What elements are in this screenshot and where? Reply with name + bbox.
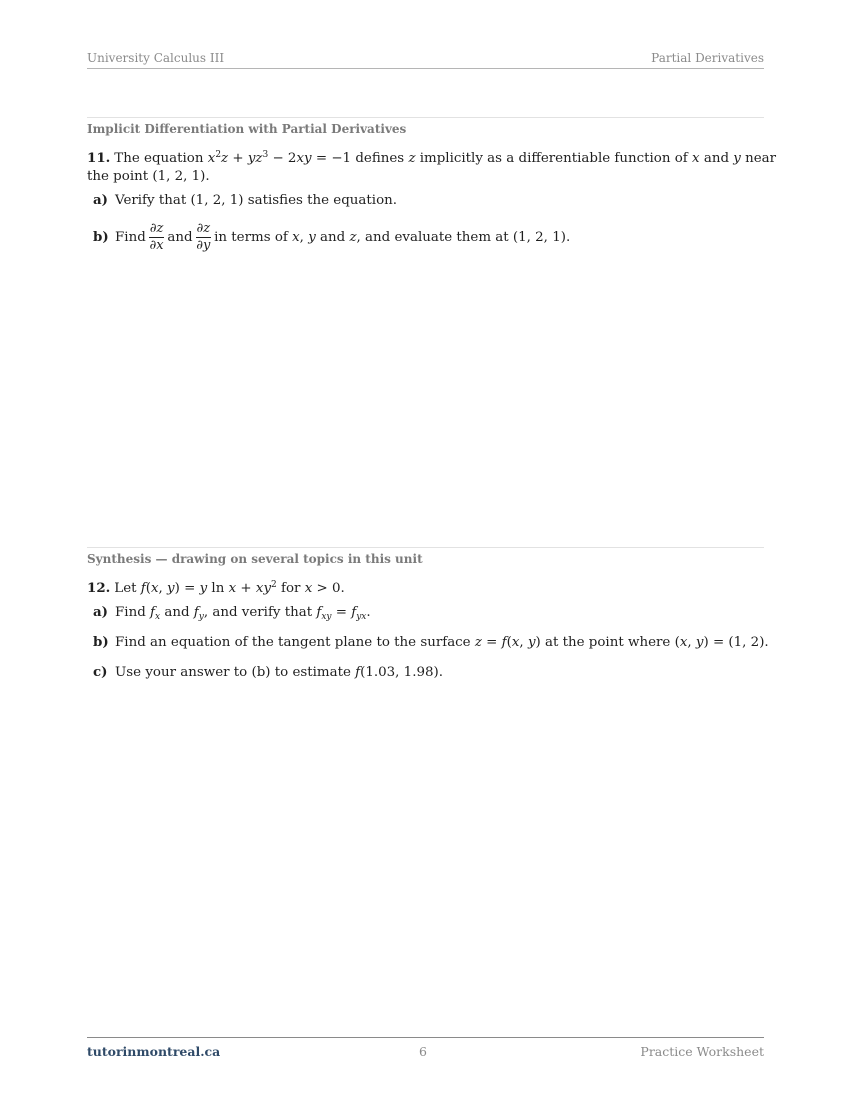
- section-title-synthesis: Synthesis — drawing on several topics in this unit: [87, 552, 423, 566]
- problem-11-stem-line2: the point (1, 2, 1).: [87, 169, 210, 184]
- part-label: c): [93, 664, 108, 680]
- part-label: a): [93, 604, 109, 620]
- page-number: 6: [419, 1044, 427, 1059]
- page-header: [87, 51, 764, 69]
- worksheet-label: Practice Worksheet: [640, 1044, 764, 1059]
- fraction-dz-dx: $\frac{\partial z}{\partial x}$: [149, 221, 164, 253]
- course-title: University Calculus III: [87, 51, 225, 65]
- topic-title: Partial Derivatives: [651, 51, 764, 65]
- problem-number: 12.: [87, 580, 111, 596]
- problem-11-part-a: [87, 191, 397, 210]
- problem-11-part-b: b) Find $\frac{\partial z}{\partial x}$ and $\frac{\partial z}{\partial y}$ in terms of x, y and z, and evaluate them at (1, 2, 1).: [93, 221, 571, 253]
- fraction-dz-dy: $\frac{\partial z}{\partial y}$: [196, 221, 211, 253]
- site-link[interactable]: tutorinmontreal.ca: [87, 1044, 221, 1059]
- part-label: b): [93, 634, 109, 650]
- section-divider: [87, 547, 764, 548]
- part-label: a): [93, 192, 109, 208]
- part-label: b): [93, 229, 109, 245]
- section-title-implicit: Implicit Differentiation with Partial Derivatives: [87, 122, 407, 136]
- problem-11-stem-line1: 11. The equation $x^2z + yz^3 - 2xy = -1$ defines z implicitly as a differentiable function of x and y near: [87, 150, 777, 166]
- problem-12-part-b: b) Find an equation of the tangent plane to the surface z = f(x, y) at the point where (x, y) = (1, 2).: [93, 634, 769, 650]
- problem-12-stem: 12. Let f(x, y) = y $\ln x + xy^2$ for x > 0.: [87, 580, 345, 596]
- section-divider: [87, 117, 764, 118]
- part-text: Verify that (1, 2, 1) satisfies the equation.: [115, 193, 398, 208]
- problem-12-part-a: a) Find $f_x$ and $f_y$, and verify that $f_{xy} = f_{yx}$.: [93, 604, 371, 622]
- page-footer: [87, 1037, 764, 1058]
- problem-number: 11.: [87, 150, 111, 166]
- problem-12-part-c: c) Use your answer to (b) to estimate f(1.03, 1.98).: [93, 664, 443, 680]
